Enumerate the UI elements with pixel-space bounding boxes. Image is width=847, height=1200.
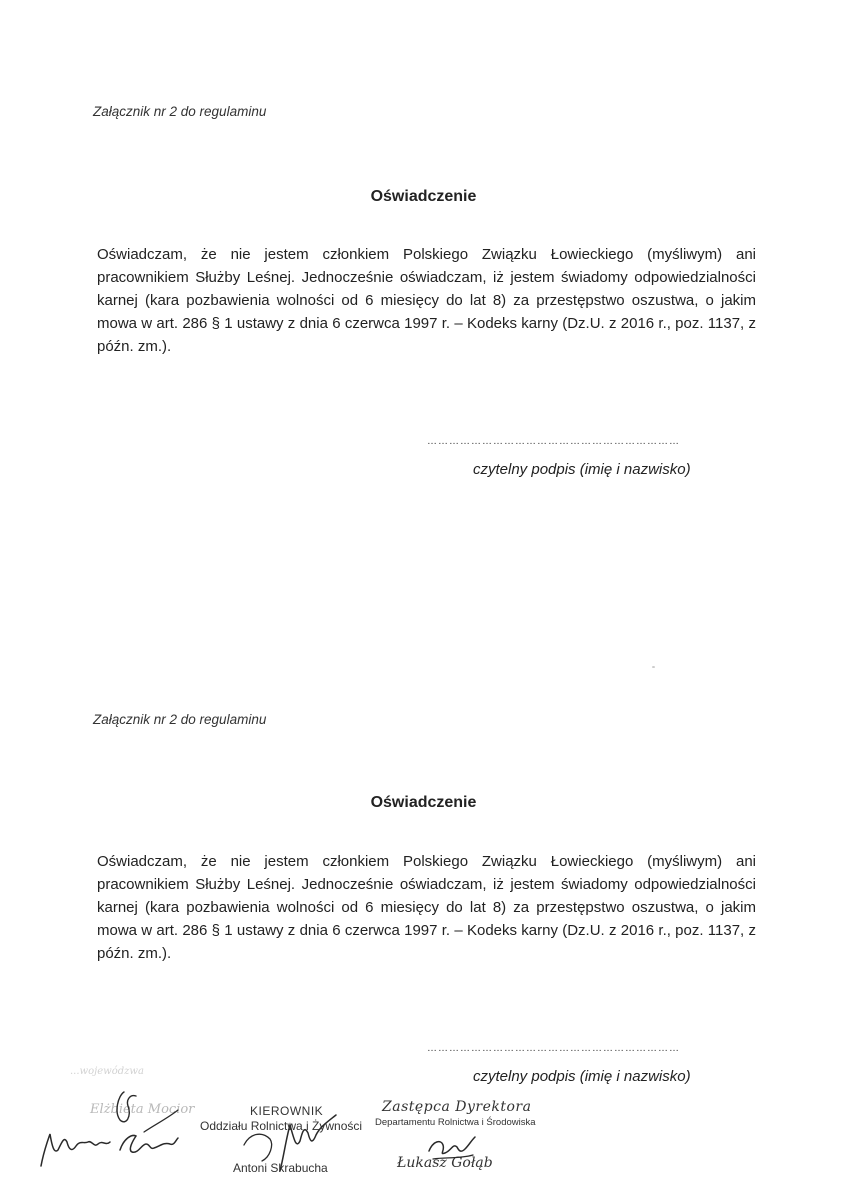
declaration-paragraph-2: Oświadczam, że nie jestem członkiem Polskiego Związku Łowieckiego (myśliwym) ani pracownikiem Służby Leśnej. Jednocześnie oświadczam, iż jestem świadomy odpowiedzialności karnej (kara pozbawienia wolności od 6 miesięcy do lat 8) za przestępstwo oszustwa, o jakim mowa w art. 286 § 1 ustawy z dnia 6 czerwca 1997 r. – Kodeks karny (Dz.U. z 2016 r., poz. 1137, z późn. zm.). — [97, 853, 756, 962]
faded-stamp-header: ...wojewódzwa — [70, 1066, 144, 1077]
initial-loop-mark — [100, 1080, 180, 1135]
annex-label-1: Załącznik nr 2 do regulaminu — [93, 104, 267, 119]
deputy-director-unit: Departamentu Rolnictwa i Środowiska — [375, 1117, 536, 1128]
kierownik-name: Antoni Skrabucha — [233, 1161, 328, 1175]
faded-stamp-name: Elżbieta Mocior — [90, 1102, 195, 1117]
signature-line-2: …………………………………………………………… — [427, 1043, 680, 1054]
scan-speck — [652, 666, 655, 668]
deputy-director-name: Łukasz Gołąb — [397, 1155, 493, 1171]
kierownik-title: KIEROWNIK — [250, 1104, 324, 1118]
signature-caption-2: czytelny podpis (imię i nazwisko) — [473, 1068, 691, 1085]
kierownik-unit: Oddziału Rolnictwa i Żywności — [200, 1119, 363, 1133]
handwritten-signature-deputy — [425, 1133, 485, 1165]
annex-label-2: Załącznik nr 2 do regulaminu — [93, 712, 267, 727]
signature-line-1: …………………………………………………………… — [427, 436, 680, 447]
declaration-paragraph-1: Oświadczam, że nie jestem członkiem Polskiego Związku Łowieckiego (myśliwym) ani pracownikiem Służby Leśnej. Jednocześnie oświadczam, iż jestem świadomy odpowiedzialności karnej (kara pozbawienia wolności od 6 miesięcy do lat 8) za przestępstwo oszustwa, o jakim mowa w art. 286 § 1 ustawy z dnia 6 czerwca 1997 r. – Kodeks karny (Dz.U. z 2016 r., poz. 1137, z późn. zm.). — [97, 246, 756, 355]
handwritten-signature-kierownik — [240, 1105, 350, 1175]
declaration-text-1 — [97, 243, 756, 358]
declaration-text-2 — [97, 850, 756, 965]
deputy-director-title: Zastępca Dyrektora — [382, 1099, 532, 1115]
signature-caption-1: czytelny podpis (imię i nazwisko) — [473, 461, 691, 478]
document-title-2: Oświadczenie — [370, 794, 477, 811]
document-title-1: Oświadczenie — [370, 188, 477, 205]
